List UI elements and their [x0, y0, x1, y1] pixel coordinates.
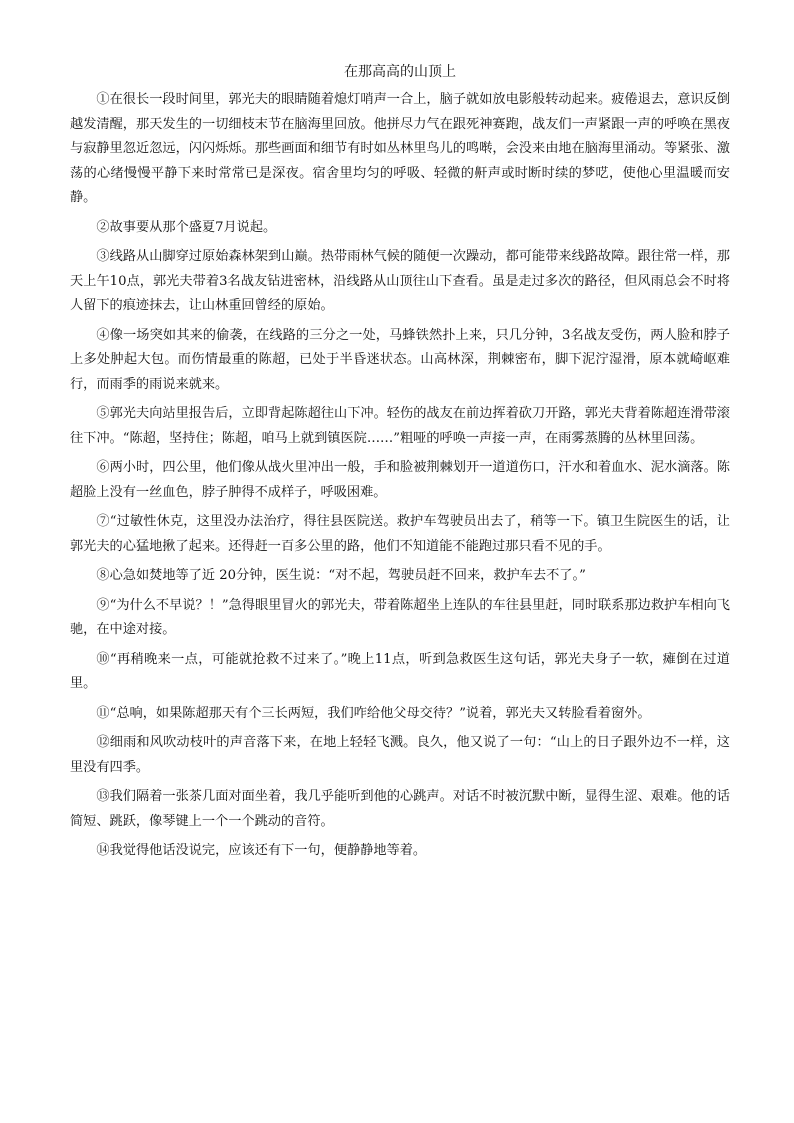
paragraph-5: ⑤郭光夫向站里报告后，立即背起陈超往山下冲。轻伤的战友在前边挥着砍刀开路，郭光夫背着陈超连滑带滚往下冲。“陈超，坚持住；陈超，咱马上就到镇医院……”粗哑的呼唤一声接一声，在雨雾蒸腾的丛林里回荡。: [70, 406, 730, 446]
paragraph-4: ④像一场突如其来的偷袭，在线路的三分之一处，马蜂铁然扑上来，只几分钟，3名战友受伤，两人脸和脖子上多处肿起大包。而伤情最重的陈超，已处于半昏迷状态。山高林深，荆棘密布，脚下泥泞湿滑，原本就崎岖难行，而雨季的雨说来就来。: [70, 327, 730, 392]
paragraph-2: ②故事要从那个盛夏7月说起。: [96, 219, 277, 235]
paragraph-9: ⑨“为什么不早说？！”急得眼里冒火的郭光夫，带着陈超坐上连队的车往县里赶，同时联系那边救护车相向飞驰，在中途对接。: [70, 597, 730, 638]
paragraph-13: ⑬我们隔着一张茶几面对面坐着，我几乎能听到他的心跳声。对话不时被沉默中断，显得生涩、艰难。他的话简短、跳跃，像琴键上一个一个跳动的音符。: [70, 789, 730, 829]
paragraph-10: ⑩“再稍晚来一点，可能就抢救不过来了。”晚上11点，听到急救医生这句话，郭光夫身子一软，瘫倒在过道里。: [70, 651, 730, 692]
paragraph-12: ⑫细雨和风吹动枝叶的声音落下来，在地上轻轻飞溅。良久，他又说了一句：“山上的日子跟外边不一样，这里没有四季。: [70, 735, 730, 775]
paragraph-7: ⑦“过敏性休克，这里没办法治疗，得往县医院送。救护车驾驶员出去了，稍等一下。镇卫生院医生的话，让郭光夫的心猛地揪了起来。还得赶一百多公里的路，他们不知道能不能跑过那只看不见的手。: [70, 514, 730, 554]
paragraph-3: ③线路从山脚穿过原始森林架到山巅。热带雨林气候的随便一次躁动，都可能带来线路故障。跟往常一样，那天上午10点，郭光夫带着3名战友钻进密林，沿线路从山顶往山下查看。虽是走过多次的路径，但风雨总会不时将人留下的痕迹抹去，让山林重回曾经的原始。: [70, 249, 730, 314]
paragraph-1: ①在很长一段时间里，郭光夫的眼睛随着熄灯哨声一合上，脑子就如放电影般转动起来。疲倦退去，意识反倒越发清醒，那天发生的一切细枝末节在脑海里回放。他拼尽力气在跟死神赛跑，战友们一声紧跟一声的呼唤在黑夜与寂静里忽近忽远，闪闪烁烁。那些画面和细节有时如丛林里鸟儿的鸣啭，会没来由地在脑海里涌动。等紧张、激荡的心绪慢慢平静下来时常常已是深夜。宿舍里均匀的呼吸、轻微的鼾声或时断时续的梦呓，使他心里温暖而安静。: [70, 92, 730, 206]
paragraph-11: ⑪“总响，如果陈超那天有个三长两短，我们咋给他父母交待？”说着，郭光夫又转脸看着窗外。: [96, 705, 651, 721]
paragraph-14: ⑭我觉得他话没说完，应该还有下一句，便静静地等着。: [96, 842, 427, 858]
paragraph-8: ⑧心急如焚地等了近 20分钟，医生说：“对不起，驾驶员赶不回来，救护车去不了。”: [96, 568, 586, 584]
paragraph-6: ⑥两小时，四公里，他们像从战火里冲出一般，手和脸被荆棘划开一道道伤口，汗水和着血水、泥水滴落。陈超脸上没有一丝血色，脖子肿得不成样子，呼吸困难。: [70, 460, 730, 500]
document-title: 在那高高的山顶上: [344, 64, 456, 80]
document-page: [70, 62, 730, 868]
